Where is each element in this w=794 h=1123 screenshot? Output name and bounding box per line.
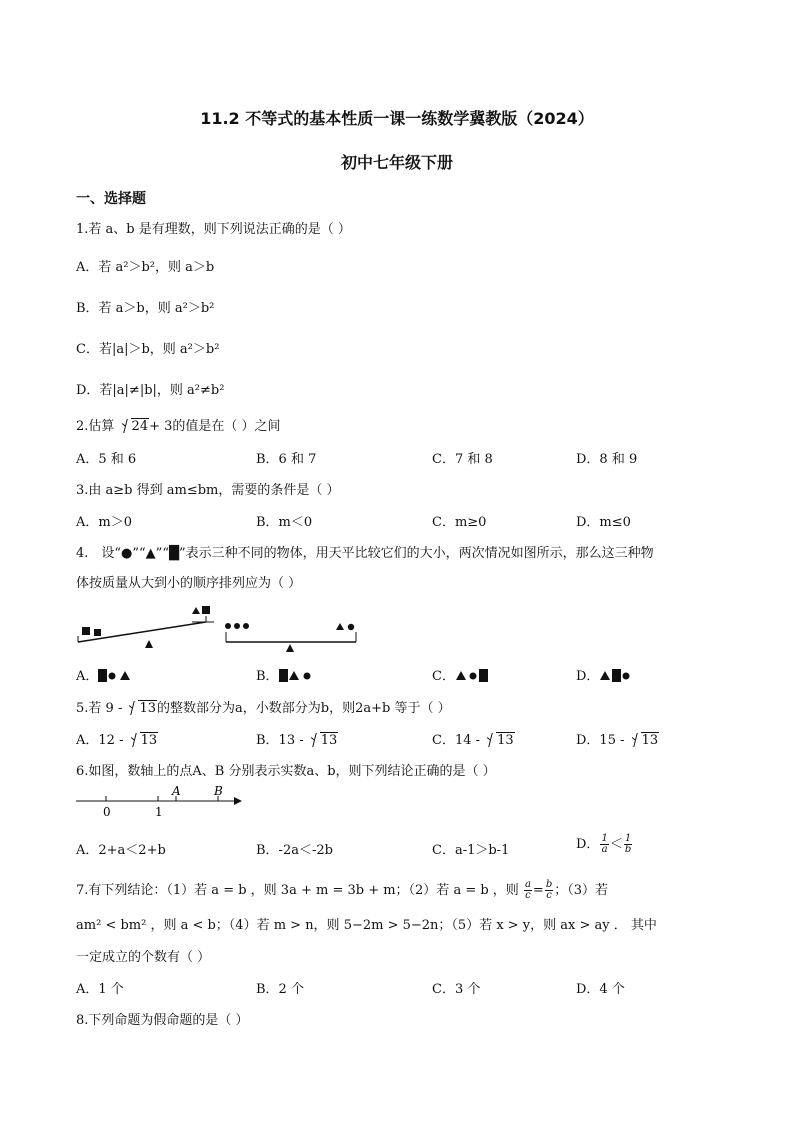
question-6-option-b: B．-2a＜-2b (256, 843, 333, 858)
balance-scale-1 (78, 606, 214, 648)
triangle-shape-icon (599, 669, 612, 681)
q2-radicand: 24 (131, 419, 149, 434)
tick-label-1: 1 (155, 805, 163, 818)
question-2-stem (76, 415, 281, 434)
q2-stem-prefix: 2.估算 (76, 419, 115, 434)
question-4-option-a: A． (76, 665, 133, 684)
question-1-option-b: B．若 a＞b，则 a²＞b² (76, 301, 215, 316)
arrow-right-icon (234, 797, 242, 805)
square-shape-icon (279, 669, 288, 682)
question-5-option-a: A．12 - 13 (76, 733, 158, 748)
q5-radicand: 13 (139, 701, 157, 716)
question-2-option-d: D．8 和 9 (576, 452, 638, 467)
question-4-option-d: D． (576, 665, 631, 684)
question-7-line-2: am² < bm² ，则 a < b；（4）若 m > n，则 5−2m > 5−2n；（5）若 x > y，则 ax > ay ． 其中 (76, 918, 657, 933)
question-1-option-a: A．若 a²＞b²，则 a＞b (76, 260, 215, 275)
section-heading: 一、选择题 (76, 191, 146, 207)
tick-label-0: 0 (103, 805, 111, 818)
document-subtitle: 初中七年级下册 (340, 153, 453, 172)
question-6-stem: 6.如图，数轴上的点A、B 分别表示实数a、b，则下列结论正确的是（ ） (76, 764, 496, 779)
question-8-stem: 8.下列命题为假命题的是（ ） (76, 1013, 249, 1028)
triangle-circle-shape-icon (288, 669, 314, 681)
question-6-option-d: D． $\frac{1}{a}$ ＜ $\frac{1}{b}$ (576, 833, 632, 855)
question-2-option-c: C．7 和 8 (432, 452, 493, 467)
document-title: 11.2 不等式的基本性质一课一练数学冀教版（2024） (200, 109, 594, 128)
question-5-option-d: D．15 - 13 (576, 733, 659, 748)
balance-scale-2 (225, 623, 356, 652)
point-label-b: B (214, 786, 223, 798)
question-7-option-d: D．4 个 (576, 982, 625, 997)
question-3-option-a: A．m＞0 (76, 515, 132, 530)
balance-scale-figure (76, 600, 376, 660)
question-1-option-d: D．若|a|≠|b|，则 a²≠b² (76, 383, 225, 398)
question-3-option-b: B．m＜0 (256, 515, 313, 530)
question-3-stem: 3.由 a≥b 得到 am≤bm，需要的条件是（ ） (76, 483, 340, 498)
question-2-option-a: A．5 和 6 (76, 452, 137, 467)
square-shape-icon (479, 669, 488, 682)
square-root (128, 700, 157, 716)
question-5-option-b: B．13 - 13 (256, 733, 338, 748)
question-4-stem-line-1: 4. 设“●”“▲”“█”表示三种不同的物体，用天平比较它们的大小，两次情况如图所示，那么这三种物 (76, 546, 654, 561)
question-3-option-d: D．m≤0 (576, 515, 631, 530)
question-7-line-1: 7.有下列结论：（1）若 a = b ，则 3a + m = 3b + m；（2）若 a = b ，则 $\frac{a}{c}$ = $\frac{b}{c}$ ；（3）若 (76, 879, 609, 901)
q5-stem-suffix: 的整数部分为a，小数部分为b，则2a+b 等于（ ） (157, 701, 451, 716)
question-4-option-b: B． (256, 665, 314, 684)
point-label-a: A (172, 786, 181, 798)
question-5-stem (76, 697, 451, 716)
question-7-option-b: B．2 个 (256, 982, 304, 997)
circle-triangle-shape-icon (107, 669, 133, 681)
square-shape-icon (612, 669, 621, 682)
question-7-line-3: 一定成立的个数有（ ） (76, 950, 211, 965)
square-shape-icon (98, 669, 107, 682)
question-3-option-c: C．m≥0 (432, 515, 487, 530)
square-root (121, 418, 150, 434)
question-5-option-c: C．14 - 13 (432, 733, 514, 748)
question-4-stem-line-2: 体按质量从大到小的顺序排列应为（ ） (76, 576, 302, 591)
number-line-figure (76, 786, 246, 818)
question-6-option-c: C．a-1＞b-1 (432, 843, 510, 858)
question-1-option-c: C．若|a|＞b，则 a²＞b² (76, 342, 220, 357)
q5-stem-prefix: 5.若 9 - (76, 701, 123, 716)
question-2-option-b: B．6 和 7 (256, 452, 317, 467)
question-1-stem: 1.若 a、b 是有理数，则下列说法正确的是（ ） (76, 222, 351, 237)
question-7-option-c: C．3 个 (432, 982, 481, 997)
triangle-circle-shape-icon (455, 669, 479, 681)
question-6-option-a: A．2+a＜2+b (76, 843, 166, 858)
circle-shape-icon (621, 669, 631, 681)
q2-stem-suffix: + 3的值是在（ ）之间 (149, 419, 281, 434)
question-4-option-c: C． (432, 665, 488, 684)
question-7-option-a: A．1 个 (76, 982, 124, 997)
